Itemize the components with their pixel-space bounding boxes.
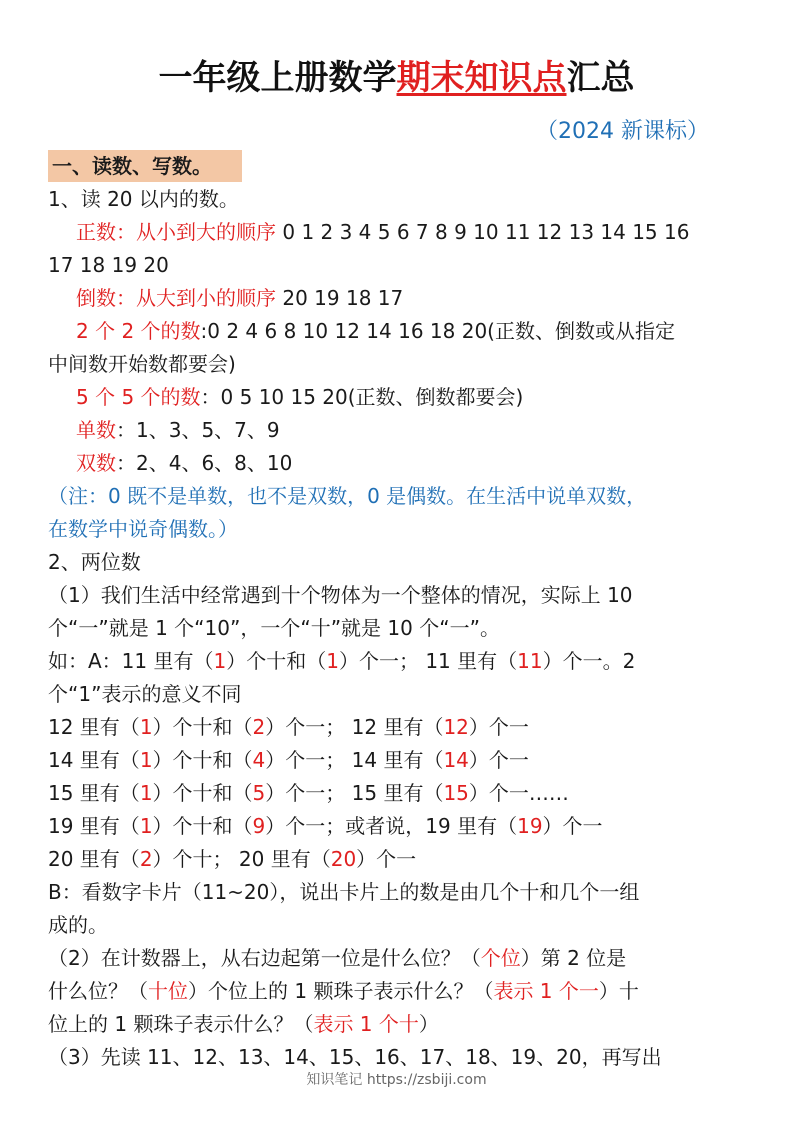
q3-line-1: （3）先读 11、12、13、14、15、16、17、18、19、20，再写出	[48, 1045, 662, 1069]
example-row-14	[48, 744, 753, 776]
answer: 十位	[148, 979, 188, 1003]
text: 0 1 2 3 4 5 6 7 8 9 10 11 12 13 14 15 16	[276, 220, 690, 244]
q1-line-1: （1）我们生活中经常遇到十个物体为一个整体的情况，实际上 10	[48, 583, 633, 607]
answer: 2	[139, 847, 153, 871]
text: （2）在计数器上，从右边起第一位是什么位？（	[48, 946, 481, 970]
text: ）十	[598, 979, 639, 1003]
answer: 表示 1 个十	[313, 1012, 419, 1036]
text: 20 19 18 17	[276, 286, 404, 310]
example-row-12	[48, 711, 753, 743]
text: ：1、3、5、7、9	[116, 418, 280, 442]
text: ）个一	[356, 847, 417, 871]
part-b-line-1: B：看数字卡片（11~20），说出卡片上的数是由几个十和几个一组	[48, 880, 640, 904]
text: ）第 2 位是	[520, 946, 627, 970]
answer: 1	[213, 649, 227, 673]
text: 19 里有（	[48, 814, 140, 838]
paragraph: 2、两位数	[48, 550, 141, 574]
note-line-2: 在数学中说奇偶数。）	[48, 517, 238, 541]
answer: 4	[252, 748, 266, 772]
footer-watermark: 知识笔记 https://zsbiji.com	[306, 1072, 487, 1088]
text: 12 里有（	[48, 715, 140, 739]
count-by-two-line	[76, 315, 753, 347]
answer: 9	[252, 814, 266, 838]
forward-count-line	[76, 216, 753, 248]
text: ）个一	[542, 814, 603, 838]
answer: 20	[330, 847, 357, 871]
red-label: 单数	[76, 418, 116, 442]
text: 14 里有（	[48, 748, 140, 772]
odd-numbers-line	[76, 414, 753, 446]
text: ）个十和（	[226, 649, 327, 673]
answer: 14	[443, 748, 469, 772]
answer: 1	[139, 781, 153, 805]
example-row-11-cont: 个“1”表示的意义不同	[48, 682, 242, 706]
answer: 15	[443, 781, 469, 805]
text: ）个一	[468, 715, 529, 739]
red-label: 正数：从小到大的顺序	[76, 220, 276, 244]
text: ：0 5 10 15 20(正数、倒数都要会)	[200, 385, 524, 409]
text: ：2、4、6、8、10	[116, 451, 293, 475]
text: ）个一； 12 里有（	[265, 715, 444, 739]
forward-count-cont: 17 18 19 20	[48, 253, 169, 277]
answer: 表示 1 个一	[493, 979, 599, 1003]
answer: 19	[517, 814, 543, 838]
red-label: 双数	[76, 451, 116, 475]
count-by-two-cont: 中间数开始数都要会)	[48, 352, 236, 376]
text: ）个一； 15 里有（	[265, 781, 444, 805]
title-text-end: 汇总	[566, 58, 635, 98]
even-numbers-line	[76, 447, 753, 479]
text: ）个一； 11 里有（	[338, 649, 518, 673]
part-b-line-2: 成的。	[48, 913, 108, 937]
text: 位上的 1 颗珠子表示什么？（	[48, 1012, 314, 1036]
q1-line-2: 个“一”就是 1 个“10”，一个“十”就是 10 个“一”。	[48, 616, 500, 640]
count-by-five-line	[76, 381, 753, 413]
answer: 1	[139, 814, 153, 838]
example-row-11	[48, 645, 753, 677]
text: ）	[418, 1012, 439, 1036]
example-row-19	[48, 810, 753, 842]
title-text: 一年级上册数学	[158, 58, 397, 98]
q2-line-2	[48, 975, 753, 1007]
text: :0 2 4 6 8 10 12 14 16 18 20(正数、倒数或从指定	[200, 319, 675, 343]
paragraph: 1、读 20 以内的数。	[48, 187, 239, 211]
text: ）个十和（	[152, 814, 253, 838]
example-row-20	[48, 843, 753, 875]
answer: 12	[443, 715, 469, 739]
text: ）个一。2	[542, 649, 636, 673]
text: 15 里有（	[48, 781, 140, 805]
answer: 5	[252, 781, 266, 805]
text: ）个一	[468, 748, 529, 772]
text: ）个一；或者说，19 里有（	[265, 814, 518, 838]
text: ）个一； 14 里有（	[265, 748, 444, 772]
text: ）个十和（	[152, 781, 253, 805]
page-subtitle: （2024 新课标）	[536, 119, 709, 144]
red-label: 2 个 2 个的数	[76, 319, 201, 343]
text: 什么位？（	[48, 979, 148, 1003]
note-line-1: （注：0 既不是单数，也不是双数，0 是偶数。在生活中说单双数，	[48, 484, 647, 508]
answer: 2	[252, 715, 266, 739]
answer: 1	[139, 748, 153, 772]
text: ）个位上的 1 颗珠子表示什么？（	[188, 979, 494, 1003]
text: ）个十； 20 里有（	[152, 847, 331, 871]
backward-count-line	[76, 282, 753, 314]
text: ）个十和（	[152, 715, 253, 739]
page-title	[0, 56, 793, 100]
text: ）个十和（	[152, 748, 253, 772]
q2-line-1	[48, 942, 753, 974]
answer: 11	[517, 649, 543, 673]
text: 如：A：11 里有（	[48, 649, 214, 673]
q2-line-3	[48, 1008, 753, 1040]
example-row-15	[48, 777, 753, 809]
red-label: 5 个 5 个的数	[76, 385, 201, 409]
text: ）个一……	[468, 781, 569, 805]
title-highlight: 期末知识点	[396, 58, 567, 98]
text: 20 里有（	[48, 847, 140, 871]
answer: 个位	[480, 946, 521, 970]
answer: 1	[139, 715, 153, 739]
answer: 1	[326, 649, 339, 673]
red-label: 倒数：从大到小的顺序	[76, 286, 276, 310]
section-heading: 一、读数、写数。	[48, 150, 242, 182]
